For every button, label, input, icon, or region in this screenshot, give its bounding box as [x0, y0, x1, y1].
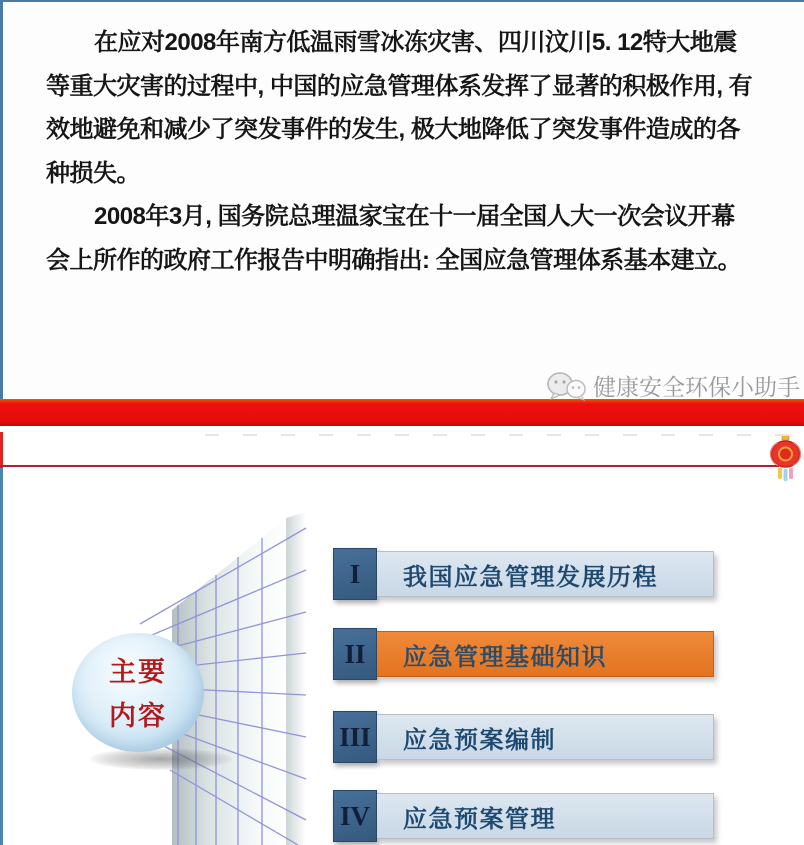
header-red-rule — [0, 465, 779, 467]
numeral-label: IV — [339, 800, 370, 831]
sphere-title — [72, 633, 204, 752]
watermark — [546, 369, 800, 402]
watermark-label: 健康安全环保小助手 — [593, 374, 800, 400]
toc-label: 应急管理基础知识 — [403, 643, 607, 671]
toc-bar-4 — [377, 793, 714, 839]
paragraph-gov-report: 2008年3月, 国务院总理温家宝在十一届全国人大一次会议开幕会上所作的政府工作报告中明确指出: 全国应急管理体系基本建立。 — [46, 203, 742, 274]
slide-text-panel — [0, 0, 804, 399]
toc-item-plan-compilation[interactable] — [333, 711, 714, 763]
wechat-bubbles-icon — [546, 371, 588, 401]
main-content-sphere — [72, 633, 204, 752]
toc-bar-1 — [377, 551, 714, 597]
faint-dashed-line — [205, 434, 797, 436]
slide1-body-text — [46, 21, 758, 282]
numeral-label: II — [344, 638, 366, 669]
red-divider-bar — [0, 399, 804, 426]
toc-label: 应急预案管理 — [403, 805, 556, 833]
toc-numeral-2 — [333, 628, 377, 680]
toc-numeral-4 — [333, 790, 377, 842]
slide1-left-border — [0, 2, 3, 401]
toc-item-basic-knowledge[interactable] — [333, 628, 714, 680]
toc-bar-3 — [377, 714, 714, 760]
numeral-label: III — [339, 721, 371, 752]
sphere-title-line1: 主要 — [109, 656, 167, 687]
slide-contents-panel — [0, 432, 804, 845]
toc-numeral-1 — [333, 548, 377, 600]
toc-label: 我国应急管理发展历程 — [403, 563, 658, 591]
paragraph-disaster-response: 在应对2008年南方低温雨雪冰冻灾害、四川汶川5. 12特大地震等重大灾害的过程中, 中国的应急管理体系发挥了显著的积极作用, 有效地避免和减少了突发事件的发生, 极大地降低了突发事件造成的各种损失。 — [46, 29, 753, 187]
toc-label: 应急预案编制 — [403, 726, 556, 754]
slide2-left-red-border — [0, 432, 3, 469]
slide2-left-blue-border — [0, 468, 3, 845]
toc-bar-2 — [377, 631, 714, 677]
numeral-label: I — [349, 558, 361, 589]
toc-item-development-history[interactable] — [333, 548, 714, 600]
toc-numeral-3 — [333, 711, 377, 763]
toc-item-plan-management[interactable] — [333, 790, 714, 842]
sphere-title-line2: 内容 — [109, 700, 167, 731]
